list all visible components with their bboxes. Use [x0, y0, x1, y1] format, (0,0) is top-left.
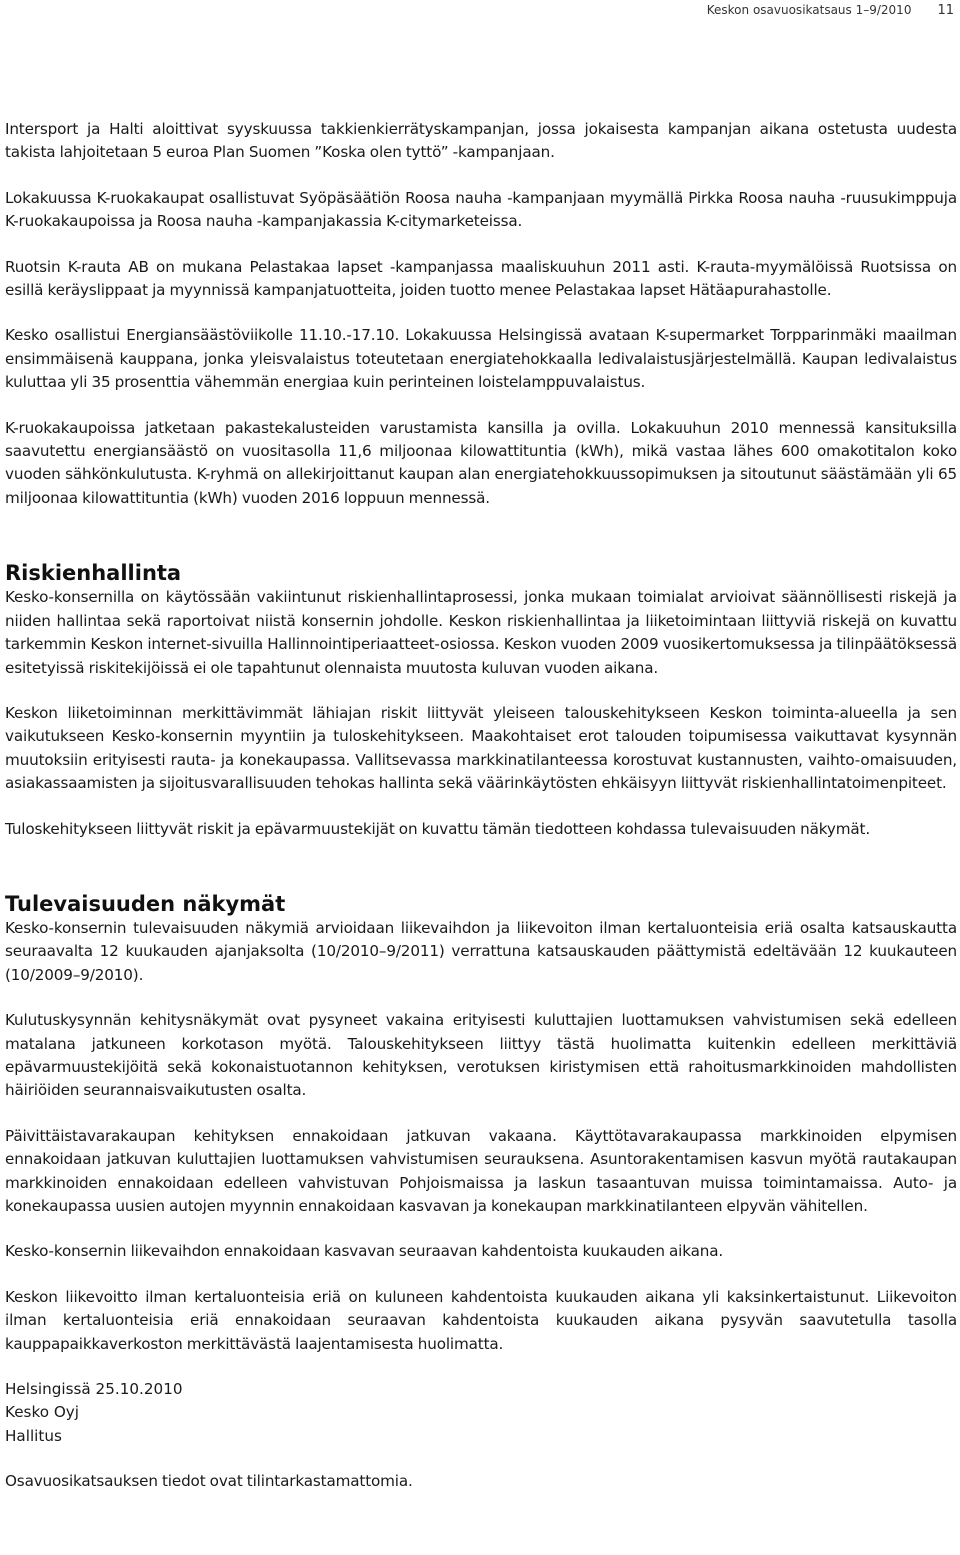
page-content: [5, 118, 957, 1494]
paragraph-outlook-trade-sectors: Päivittäistavarakaupan kehityksen ennakoidaan jatkuvan vakaana. Käyttötavarakaupassa markkinoiden elpymisen ennakoidaan jatkuvan kuluttajien luottamuksen vahvistumisen seurauksena. Asuntorakentamisen kasvun myötä rautakaupan markkinoiden ennakoidaan edelleen vahvistuvan Pohjoismaissa ja laskun tasaantuvan muissa toimintamaissa. Auto- ja konekaupassa uusien autojen myynnin ennakoidaan kasvavan ja konekaupan markkinatilanteen elpyvän vähitellen.: [5, 1126, 957, 1215]
paragraph-risk-reference: Tuloskehitykseen liittyvät riskit ja epävarmuustekijät on kuvattu tämän tiedotteen kohdassa tulevaisuuden näkymät.: [5, 819, 871, 838]
paragraph-outlook-operating-profit: Keskon liikevoitto ilman kertaluonteisia eriä on kuluneen kahdentoista kuukauden aikana yli kaksinkertaistunut. Liikevoiton ilman kertaluonteisia eriä ennakoidaan seuraavan kahdentoista kuukauden aikana pysyvän saavutetulla tasolla kauppapaikkaverkoston merkittävästä laajentamisesta huolimatta.: [5, 1287, 957, 1353]
running-header: [707, 0, 954, 20]
section-heading-riskienhallinta: Riskienhallinta: [5, 561, 182, 586]
signature-company: Kesko Oyj: [5, 1403, 79, 1422]
section-spacer: [5, 532, 957, 560]
report-title: Keskon osavuosikatsaus 1–9/2010: [706, 3, 912, 17]
paragraph-outlook-net-sales: Kesko-konsernin liikevaihdon ennakoidaan kasvavan seuraavan kahdentoista kuukauden aikana.: [5, 1242, 724, 1261]
section-heading-tulevaisuuden-nakymat: Tulevaisuuden näkymät: [5, 891, 286, 916]
paragraph-risk-process: Kesko-konsernilla on käytössään vakiintunut riskienhallintaprosessi, jonka mukaan toimialat arvioivat säännöllisesti riskejä ja niiden hallintaa sekä raportoivat niistä konsernin johdolle. Keskon riskienhallintaa ja liiketoimintaan liittyviä riskejä on kuvattu tarkemmin Keskon internet-sivuilla Hallinnointiperiaatteet-osiossa. Keskon vuoden 2009 vuosikertomuksessa ja tilinpäätöksessä esitetyissä riskitekijöissä ei ole tapahtunut olennaista muutosta kuluvan vuoden aikana.: [5, 588, 957, 677]
page-number: 11: [937, 2, 954, 18]
audit-note: Osavuosikatsauksen tiedot ovat tilintarkastamattomia.: [5, 1472, 413, 1491]
section-spacer: [5, 863, 957, 891]
paragraph-risk-near-term: Keskon liiketoiminnan merkittävimmät lähiajan riskit liittyvät yleiseen talouskehitykseen Keskon toiminta-alueella ja sen vaikutukseen Kesko-konsernin myyntiin ja tuloskehitykseen. Maakohtaiset erot talouden toipumisessa vaikuttavat kysynnän muutoksiin erityisesti rauta- ja konekaupassa. Vallitsevassa markkinatilanteessa korostuvat kustannusten, vaihto-omaisuuden, asiakassaamisten ja sijoitusvarallisuuden tehokas hallinta sekä väärinkäytösten ehkäisyyn liittyvät riskienhallintatoimenpiteet.: [5, 703, 957, 793]
signature-place-date: Helsingissä 25.10.2010: [5, 1380, 183, 1399]
paragraph-outlook-consumer-demand: Kulutuskysynnän kehitysnäkymät ovat pysyneet vakaina erityisesti kuluttajien luottamuksen vahvistumisen sekä edelleen matalana jatkuneen korkotason myötä. Talouskehitykseen liittyy tästä huolimatta kuitenkin edelleen merkittäviä epävarmuustekijöitä sekä kokonaistuotannon kehityksen, verotuksen kiristymisen että rahoitusmarkkinoiden mahdollisten häiriöiden seurannaisvaikutusten osalta.: [5, 1011, 957, 1100]
paragraph-k-rauta-ab: Ruotsin K-rauta AB on mukana Pelastakaa lapset -kampanjassa maaliskuuhun 2011 asti. K-rauta-myymälöissä Ruotsissa on esillä keräyslippaat ja myynnissä kampanjatuotteita, joiden tuotto menee Pelastakaa lapset Hätäapurahastolle.: [5, 257, 957, 300]
paragraph-outlook-basis: Kesko-konsernin tulevaisuuden näkymiä arvioidaan liikevaihdon ja liikevoiton ilman kertaluonteisia eriä osalta katsauskautta seuraavalta 12 kuukauden ajanjaksolta (10/2010–9/2011) verrattuna katsauskauden päättymistä edeltävään 12 kuukauteen (10/2009–9/2010).: [5, 918, 957, 984]
paragraph-roosa-nauha: Lokakuussa K-ruokakaupat osallistuvat Syöpäsäätiön Roosa nauha -kampanjaan myymällä Pirkka Roosa nauha -ruusukimppuja K-ruokakaupoissa ja Roosa nauha -kampanjakassia K-citymarketeissa.: [5, 188, 957, 231]
paragraph-energiansaastoviikko: Kesko osallistui Energiansäästöviikolle 11.10.-17.10. Lokakuussa Helsingissä avataan K-supermarket Torpparinmäki maailman ensimmäisenä kauppana, jonka yleisvalaistus toteutetaan energiatehokkaalla ledivalaistusjärjestelmällä. Kaupan ledivalaistus kuluttaa yli 35 prosenttia vähemmän energiaa kuin perinteinen loistelamppuvalaistus.: [5, 326, 957, 392]
paragraph-intersport: Intersport ja Halti aloittivat syyskuussa takkienkierrätyskampanjan, jossa jokaisesta kampanjan aikana ostetusta uudesta takista lahjoitetaan 5 euroa Plan Suomen ”Koska olen tyttö” -kampanjaan.: [5, 120, 957, 162]
signature-block: [5, 1378, 957, 1448]
signature-body: Hallitus: [5, 1426, 62, 1445]
paragraph-pakastekalusteet: K-ruokakaupoissa jatketaan pakastekalusteiden varustamista kansilla ja ovilla. Lokakuuhun 2010 mennessä kansituksilla saavutettu energiansäästö on vuositasolla 11,6 miljoonaa kilowattituntia (kWh), mikä vastaa lähes 600 omakotitalon koko vuoden sähkönkulutusta. K-ryhmä on allekirjoittanut kaupan alan energiatehokkuussopimuksen ja sitoutunut säästämään yli 65 miljoonaa kilowattituntia (kWh) vuoden 2016 loppuun mennessä.: [5, 418, 957, 507]
